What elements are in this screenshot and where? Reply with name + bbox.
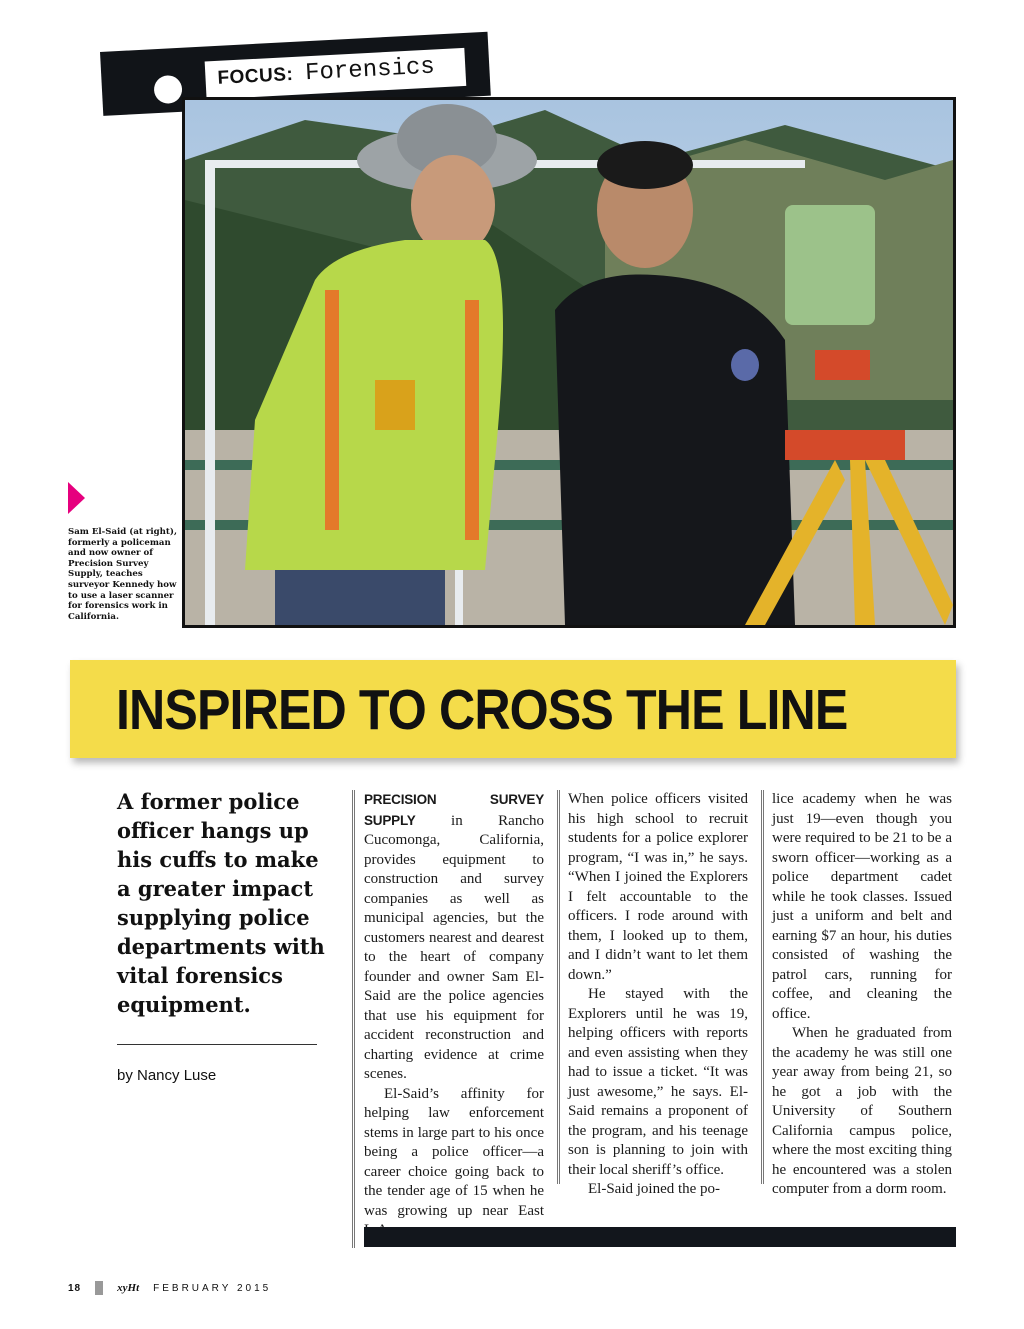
photo-caption: Sam El-Said (at right), formerly a policeman and now owner of Precision Survey Supply, teaches surveyor Kennedy how to use a laser scanner for forensics work in California.: [68, 527, 177, 622]
magazine-name: xyHt: [117, 1282, 140, 1294]
deck-divider: [117, 1044, 317, 1045]
byline: by Nancy Luse: [117, 1067, 217, 1084]
page-number: 18: [68, 1282, 82, 1294]
article-paragraph: in Rancho Cucomonga, California, provides equipment to construction and survey companies as well as municipal agencies, but the customers nearest and dearest to the heart of company founder and owner Sam El-Said are the police agencies that use his equipment for accident reconstruction and charting evidence at crime scenes.: [364, 812, 544, 1082]
article-lead: PRECISION SURVEY SUPPLY: [364, 792, 544, 828]
article-paragraph: El-Said’s affinity for helping law enforcement stems in large part to his once being a police officer—a career choice going back to the tender age of 15 when he was growing up near East: [364, 1085, 544, 1219]
column-rule: [352, 790, 355, 1248]
bottom-bar: [364, 1227, 956, 1247]
article-paragraph: El-Said joined the po-: [588, 1181, 721, 1197]
article-column-3: [772, 790, 952, 1200]
tag-hole: [153, 75, 182, 104]
focus-topic: Forensics: [304, 53, 436, 88]
footer-divider: [95, 1281, 103, 1295]
focus-word: FOCUS:: [216, 63, 294, 89]
article-column-1: [364, 790, 544, 1241]
photo-illustration: [185, 100, 953, 625]
deck: A former police officer hangs up his cuffs to make a greater impact supplying police departments with vital forensics equipment.: [117, 789, 325, 1017]
issue-date: FEBRUARY 2015: [153, 1282, 272, 1294]
focus-label: [205, 48, 467, 100]
headline-banner: [70, 660, 956, 758]
column-rule: [557, 790, 560, 1184]
column-rule: [761, 790, 764, 1184]
article-paragraph: When he graduated from the academy he was still one year away from being 21, so he got a job with the University of Southern California campus police, where the most exciting thing he encountered was a stolen computer from a dorm room.: [772, 1025, 952, 1197]
article-paragraph: When police officers visited his high school to recruit students for a police explorer program, “I was in,” he says. “When I joined the Explorers I felt accountable to the officers. I rode around with them, I looked up to them, and I didn’t want to let them down.”: [568, 791, 748, 983]
article-paragraph: He stayed with the Explorers until he was 19, helping officers with reports and even assisting when they had to issue a ticket. “It was just awesome,” he says. El-Said remains a proponent of the program, and his teenage son is planning to join with their local sheriff’s office.: [568, 986, 748, 1178]
article-photo: [182, 97, 956, 628]
headline: INSPIRED TO CROSS THE LINE: [116, 678, 848, 742]
article-paragraph: lice academy when he was just 19—even though you were required to be 21 to be a sworn officer—working as a police department cadet while he took classes. Issued just a uniform and belt and earning $7 an hour, his duties consisted of washing the patrol cars, running for coffee, and cleaning the office.: [772, 791, 952, 1022]
article-column-2: [568, 790, 748, 1200]
caption-arrow-icon: [68, 482, 85, 514]
page-footer: [68, 1281, 271, 1295]
